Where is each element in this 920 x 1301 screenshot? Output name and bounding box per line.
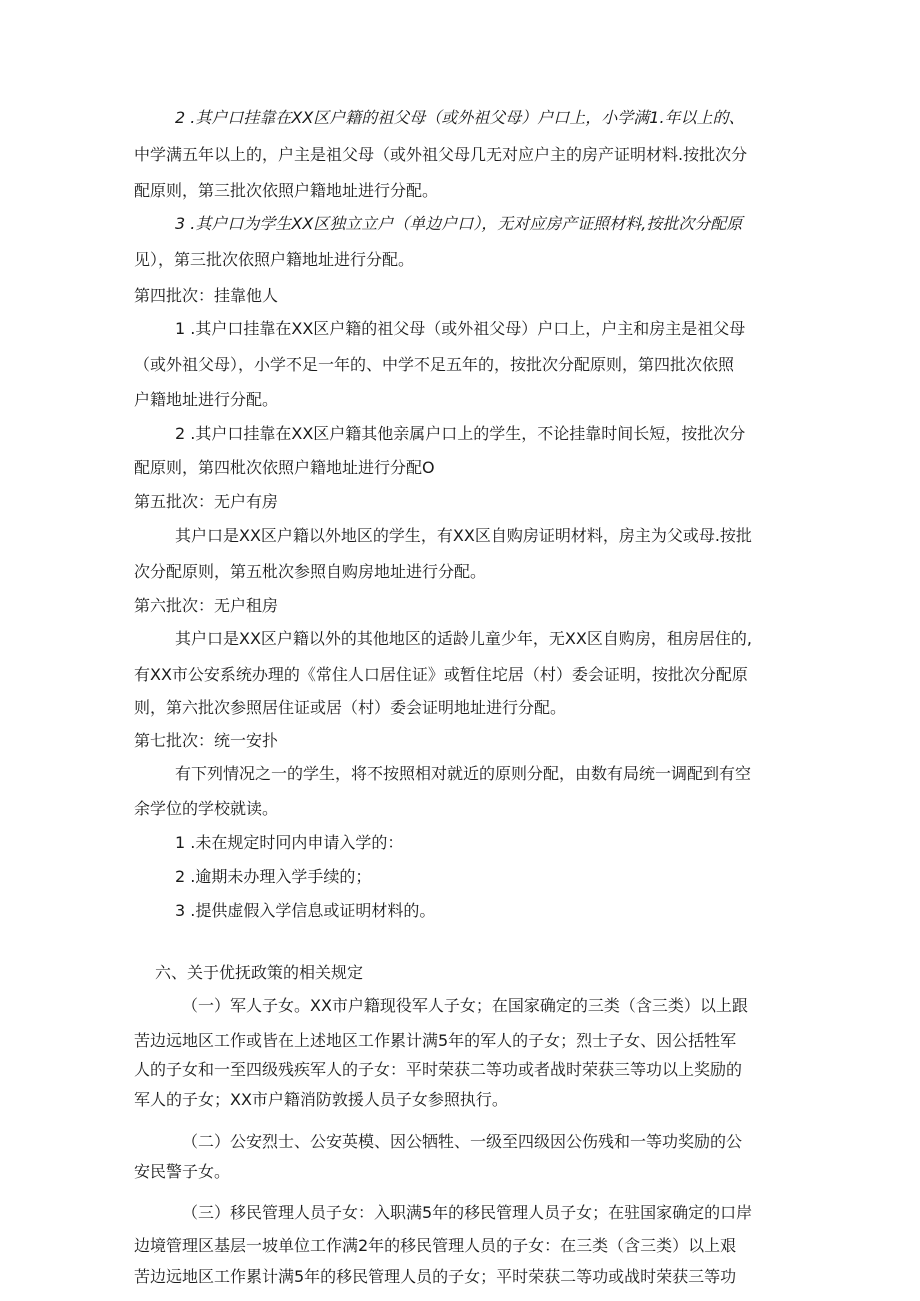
text-line: （二）公安烈士、公安英模、因公牺牲、一级至四级因公伤残和一等功奖励的公: [182, 1132, 743, 1151]
text-line: （三）移民管理人员子女：入职满5年的移民管理人员子女；在驻国家确定的口岸: [182, 1203, 753, 1222]
text-line: 见），第三批次依照户籍地址进行分配。: [134, 250, 415, 269]
text-line: 配原则，第三批次依照户籍地址进行分配。: [134, 181, 439, 200]
text-line: 苦边远地区工作或皆在上述地区工作累计满5年的军人的子女；烈士子女、因公括牲军: [134, 1031, 737, 1050]
text-line: 中学满五年以上的，户主是祖父母（或外祖父母几无对应户主的房产证明材料.按批次分: [134, 145, 748, 164]
text-line: 余学位的学校就读。: [134, 799, 279, 818]
text-line: 配原则，第四枇次依照户籍地址进行分配O: [134, 458, 435, 477]
text-line: 2 .其户口挂靠在XX区户籍其他亲属户口上的学生，不论挂靠时间长短，按批次分: [175, 424, 746, 443]
text-line: 军人的子女；XX市户籍消防敦援人员子女参照执行。: [134, 1090, 508, 1109]
text-line: 安民警子女。: [134, 1162, 231, 1181]
text-line: 3 .其户口为学生XX区独立立户（单边户口），无对应房产证照材料,按批次分配原: [175, 214, 743, 233]
text-line: 户籍地址进行分配。: [134, 390, 279, 409]
list-item: 3 .提供虚假入学信息或证明材料的。: [175, 901, 436, 920]
text-line: 有XX市公安系统办理的《常住人口居住证》或暂住坨居（村）委会证明，按批次分配原: [134, 665, 748, 684]
text-line: 有下列情况之一的学生，将不按照相对就近的原则分配，由数有局统一调配到有空: [175, 764, 752, 783]
section-heading: 六、关于优抚政策的相关规定: [155, 963, 364, 982]
section-heading: 第六批次：无户租房: [134, 596, 279, 615]
text-line: （一）军人子女。XX市户籍现役军人子女；在国家确定的三类（含三类）以上跟: [182, 996, 748, 1015]
text-line: 其户口是XX区户籍以外的其他地区的适龄儿童少年，无XX区自购房，租房居住的,: [175, 629, 752, 648]
section-heading: 第七批次：统一安扑: [134, 731, 279, 750]
text-line: 则，第六批次参照居住证或居（村）委会证明地址进行分配。: [134, 698, 567, 717]
text-line: 其户口是XX区户籍以外地区的学生，有XX区自购房证明材料，房主为父或母.按批: [175, 526, 752, 545]
section-heading: 第五批次：无户有房: [134, 492, 279, 511]
list-item: 2 .逾期未办理入学手续的；: [175, 867, 372, 886]
list-item: 1 .未在规定时冋内申请入学的：: [175, 833, 404, 852]
section-heading: 第四批次：挂靠他人: [134, 286, 279, 305]
text-line: 人的子女和一至四级残疾军人的子女：平时荣获二等功或者战时荣获三等功以上奖励的: [134, 1060, 743, 1079]
text-line: 苦边远地区工作累计满5年的移民管理人员的子女；平时荣获二等功或战时荣获三等功: [134, 1267, 737, 1286]
text-line: 边境管理区基层一坡单位工作满2年的移民管理人员的子女：在三类（含三类）以上艰: [134, 1236, 737, 1255]
text-line: （或外祖父母），小学不足一年的、中学不足五年的，按批次分配原则，第四批次依照: [134, 355, 735, 374]
text-line: 1 .其户口挂靠在XX区户籍的祖父母（或外祖父母）户口上，户主和房主是祖父母: [175, 319, 746, 338]
text-line: 2 .其户口挂靠在XX区户籍的祖父母（或外祖父母）户口上，小学满1.年以上的、: [175, 108, 745, 127]
text-line: 次分配原则，第五枇次参照自购房地址进行分配。: [134, 562, 487, 581]
